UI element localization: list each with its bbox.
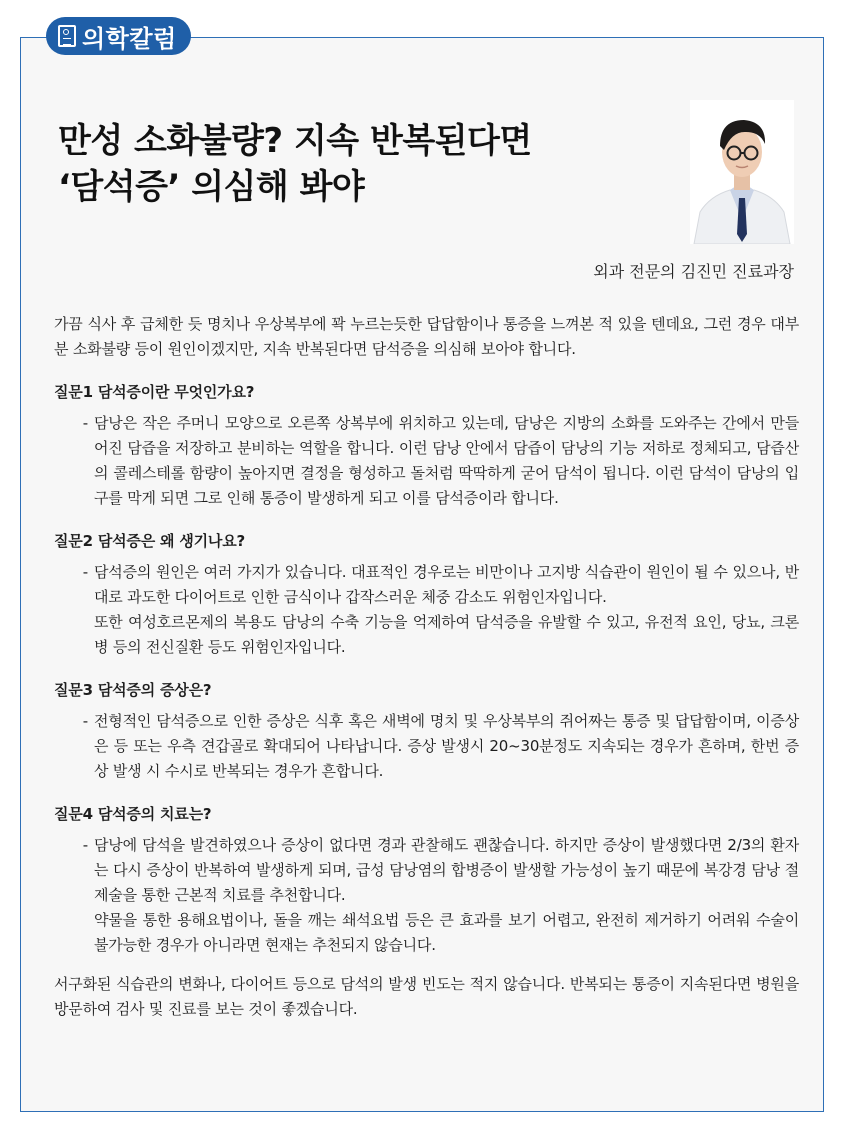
column-tag	[46, 17, 191, 55]
dash-marker: -	[82, 414, 88, 432]
dash-marker: -	[82, 563, 88, 581]
qa-section-4	[54, 802, 799, 958]
article-title	[58, 118, 618, 210]
qa-section-3	[54, 678, 799, 784]
answer-3-text: 전형적인 담석증으로 인한 증상은 식후 혹은 새벽에 명치 및 우상복부의 쥐어짜는 통증 및 답답함이며, 이증상은 등 또는 우측 견갑골로 확대되어 나타납니다. 증상 발생시 20~30분정도 지속되는 경우가 흔하며, 한번 증상 발생 시 수시로 반복되는 경우가 흔합니다.	[94, 712, 799, 780]
dash-marker: -	[82, 836, 88, 854]
intro-paragraph: 가끔 식사 후 급체한 듯 명치나 우상복부에 꽉 누르는듯한 답답함이나 통증을 느껴본 적 있을 텐데요, 그런 경우 대부분 소화불량 등이 원인이겠지만, 지속 반복된다면 담석증을 의심해 보아야 합니다.	[54, 315, 799, 358]
title-line-1: 만성 소화불량? 지속 반복된다면	[58, 121, 532, 161]
qa-section-2	[54, 529, 799, 660]
doctor-portrait-image	[690, 100, 794, 244]
answer-2	[54, 560, 799, 660]
answer-2-text-b: 또한 여성호르몬제의 복용도 담낭의 수축 기능을 억제하여 담석증을 유발할 수 있고, 유전적 요인, 당뇨, 크론병 등의 전신질환 등도 위험인자입니다.	[94, 613, 799, 656]
column-tag-label: 의학칼럼	[82, 24, 177, 53]
title-line-2: ‘담석증’ 의심해 봐야	[58, 167, 365, 207]
question-4: 질문4 담석증의 치료는?	[54, 805, 212, 823]
question-3: 질문3 담석증의 증상은?	[54, 681, 212, 699]
article-body	[54, 312, 799, 1022]
answer-1-text: 담낭은 작은 주머니 모양으로 오른쪽 상복부에 위치하고 있는데, 담낭은 지방의 소화를 도와주는 간에서 만들어진 담즙을 저장하고 분비하는 역할을 합니다. 이런 담낭 안에서 담즙이 담낭의 기능 저하로 정체되고, 담즙산의 콜레스테롤 함량이 높아지면 결정을 형성하고 돌처럼 딱딱하게 굳어 담석이 됩니다. 이런 담석이 담낭의 입구를 막게 되면 그로 인해 통증이 발생하게 되고 이를 담석증이라 합니다.	[94, 414, 799, 507]
qa-section-1	[54, 380, 799, 511]
doctor-photo	[690, 100, 794, 244]
answer-4-text-a: 담낭에 담석을 발견하였으나 증상이 없다면 경과 관찰해도 괜찮습니다. 하지만 증상이 발생했다면 2/3의 환자는 다시 증상이 반복하여 발생하게 되며, 급성 담낭염의 합병증이 발생할 가능성이 높기 때문에 복강경 담낭 절제술을 통한 근본적 치료를 추천합니다.	[94, 836, 799, 904]
question-1: 질문1 담석증이란 무엇인가요?	[54, 383, 255, 401]
closing-paragraph: 서구화된 식습관의 변화나, 다이어트 등으로 담석의 발생 빈도는 적지 않습니다. 반복되는 통증이 지속된다면 병원을 방문하여 검사 및 진료를 보는 것이 좋겠습니다.	[54, 975, 799, 1018]
answer-4	[54, 833, 799, 958]
answer-3	[54, 709, 799, 784]
answer-2-text-a: 담석증의 원인은 여러 가지가 있습니다. 대표적인 경우로는 비만이나 고지방 식습관이 원인이 될 수 있으나, 반대로 과도한 다이어트로 인한 금식이나 갑작스러운 체중 감소도 위험인자입니다.	[94, 563, 799, 606]
document-person-icon	[58, 25, 76, 47]
answer-1	[54, 411, 799, 511]
question-2: 질문2 담석증은 왜 생기나요?	[54, 532, 245, 550]
answer-4-text-b: 약물을 통한 용해요법이나, 돌을 깨는 쇄석요법 등은 큰 효과를 보기 어렵고, 완전히 제거하기 어려워 수술이 불가능한 경우가 아니라면 현재는 추천되지 않습니다.	[94, 911, 799, 954]
author-byline: 외과 전문의 김진민 진료과장	[593, 262, 794, 281]
dash-marker: -	[82, 712, 88, 730]
